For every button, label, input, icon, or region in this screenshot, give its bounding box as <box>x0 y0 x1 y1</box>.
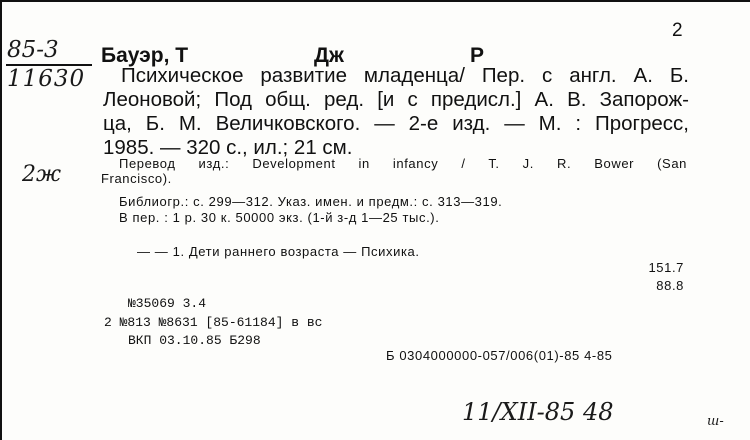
translation-note-line: Перевод изд.: Development in infancy / T. J. R. Bower (San <box>119 156 687 171</box>
page-number: 2 <box>672 20 683 41</box>
handwritten-corner-mark: ш- <box>707 414 724 429</box>
classification-primary: 151.7 <box>648 260 684 275</box>
description-line: Леоновой; Под общ. ред. [и с предисл.] А. В. Запорож- <box>103 88 689 111</box>
author-initial-2: Дж <box>314 44 344 67</box>
handwritten-side-mark: 2ж <box>22 162 62 187</box>
handwritten-code-top: 85-3 <box>7 37 59 63</box>
author-initial-3: Р <box>470 44 485 67</box>
registry-line-1: №35069 3.4 <box>128 296 207 311</box>
author-surname: Бауэр, Т <box>101 44 189 67</box>
translation-note <box>101 156 687 186</box>
description-line: 1985. — 320 с., ил.; 21 см. <box>103 136 353 159</box>
title-description <box>103 64 689 160</box>
description-line: Психическое развитие младенца/ Пер. с англ. А. Б. <box>121 64 689 87</box>
registry-line-3: ВКП 03.10.85 Б298 <box>128 333 261 348</box>
handwritten-date-mark: 11/XII-85 48 <box>462 398 614 426</box>
bibliography-line: Библиогр.: с. 299—312. Указ. имен. и предм.: с. 313—319. <box>119 194 503 209</box>
classification-secondary: 88.8 <box>656 278 684 293</box>
registry-line-2: 2 №813 №8631 [85-61184] в вс <box>104 315 323 330</box>
handwritten-code-bottom: 11630 <box>7 66 86 92</box>
catalog-code: Б 0304000000-057/006(01)-85 4-85 <box>386 348 613 363</box>
price-circulation-line: В пер. : 1 р. 30 к. 50000 экз. (1-й з-д 1—25 тыс.). <box>119 210 440 225</box>
description-line: ца, Б. М. Величковского. — 2-е изд. — М. : Прогресс, <box>103 112 689 135</box>
translation-note-line: Francisco). <box>101 171 172 186</box>
subject-heading: — — 1. Дети раннего возраста — Психика. <box>137 244 420 259</box>
